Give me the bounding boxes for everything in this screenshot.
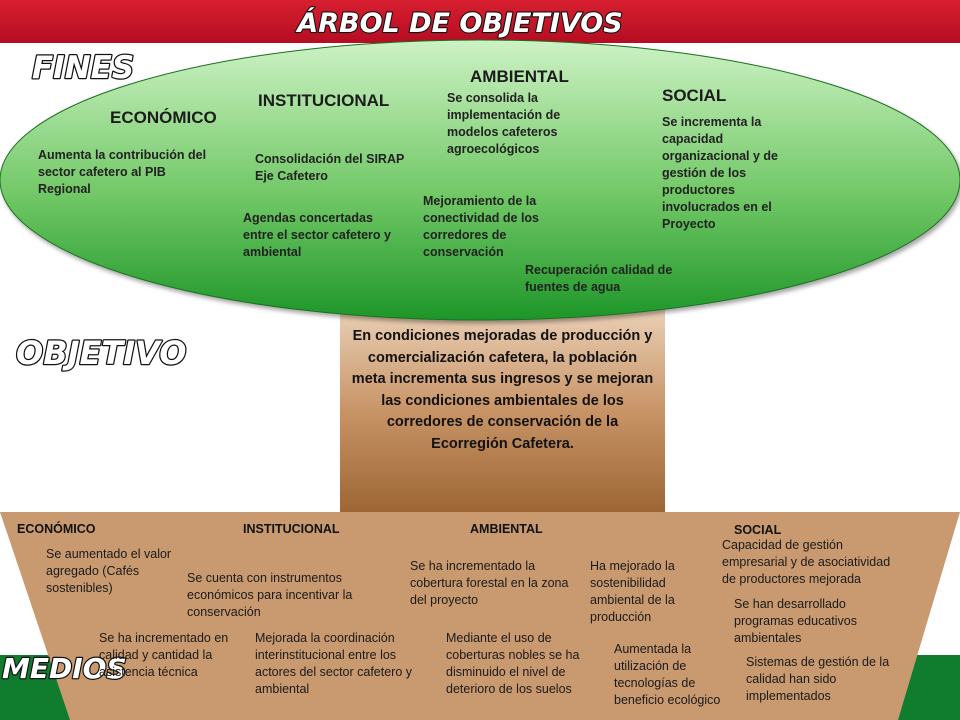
medios-social-heading: SOCIAL [734,523,782,537]
fines-ambiental-heading: AMBIENTAL [470,67,569,86]
medios-social-item: Sistemas de gestión de la calidad han sido implementados [746,655,890,703]
fines-social-item: Se incrementa la capacidad organizacional y de gestión de los productores involucrados en el Proyecto [662,115,779,231]
medios-ambiental-item: Aumentada la utilización de tecnologías de beneficio ecológico [614,642,721,707]
fines-ambiental-item: Recuperación calidad de fuentes de agua [525,263,673,294]
medios-label: MEDIOS [2,652,127,685]
fines-label: FINES [32,50,135,86]
medios-economico-heading: ECONÓMICO [17,522,96,536]
fines-economico-heading: ECONÓMICO [110,108,217,127]
fines-social-heading: SOCIAL [662,86,727,105]
medios-ambiental-item: Se ha incrementado la cobertura forestal en la zona del proyecto [410,559,569,607]
fines-economico-item: Aumenta la contribución del sector cafetero al PIB Regional [38,148,207,196]
medios-ambiental-item: Mediante el uso de coberturas nobles se ha disminuido el nivel de deterioro de los suelos [446,631,580,696]
fines-institucional-heading: INSTITUCIONAL [258,91,390,110]
medios-social-item: Capacidad de gestión empresarial y de asociatividad de productores mejorada [722,538,891,586]
medios-economico-item: Se ha incrementado en calidad y cantidad la asistencia técnica [99,631,229,679]
slide-title: ÁRBOL DE OBJETIVOS [297,8,623,39]
objective-statement: En condiciones mejoradas de producción y comercialización cafetera, la población meta incrementa sus ingresos y se mejoran las condiciones ambientales de los corredores de conservación de la Ecorregión Cafetera. [351,328,654,452]
fines-institucional-item: Consolidación del SIRAP Eje Cafetero [255,152,405,183]
fines-ambiental-item: Se consolida la implementación de modelos cafeteros agroecológicos [447,91,561,156]
medios-ambiental-heading: AMBIENTAL [470,522,543,536]
objetivo-label: OBJETIVO [16,334,187,372]
medios-economico-item: Se aumentado el valor agregado (Cafés sostenibles) [46,547,172,595]
medios-institucional-item: Se cuenta con instrumentos económicos para incentivar la conservación [187,571,353,619]
medios-institucional-heading: INSTITUCIONAL [243,522,340,536]
medios-institucional-item: Mejorada la coordinación interinstitucional entre los actores del sector cafetero y ambiental [255,631,413,696]
fines-ambiental-item: Mejoramiento de la conectividad de los corredores de conservación [423,194,540,259]
medios-ambiental-item: Ha mejorado la sostenibilidad ambiental de la producción [590,559,675,624]
fines-institucional-item: Agendas concertadas entre el sector cafetero y ambiental [243,211,391,259]
medios-social-item: Se han desarrollado programas educativos ambientales [734,597,857,645]
